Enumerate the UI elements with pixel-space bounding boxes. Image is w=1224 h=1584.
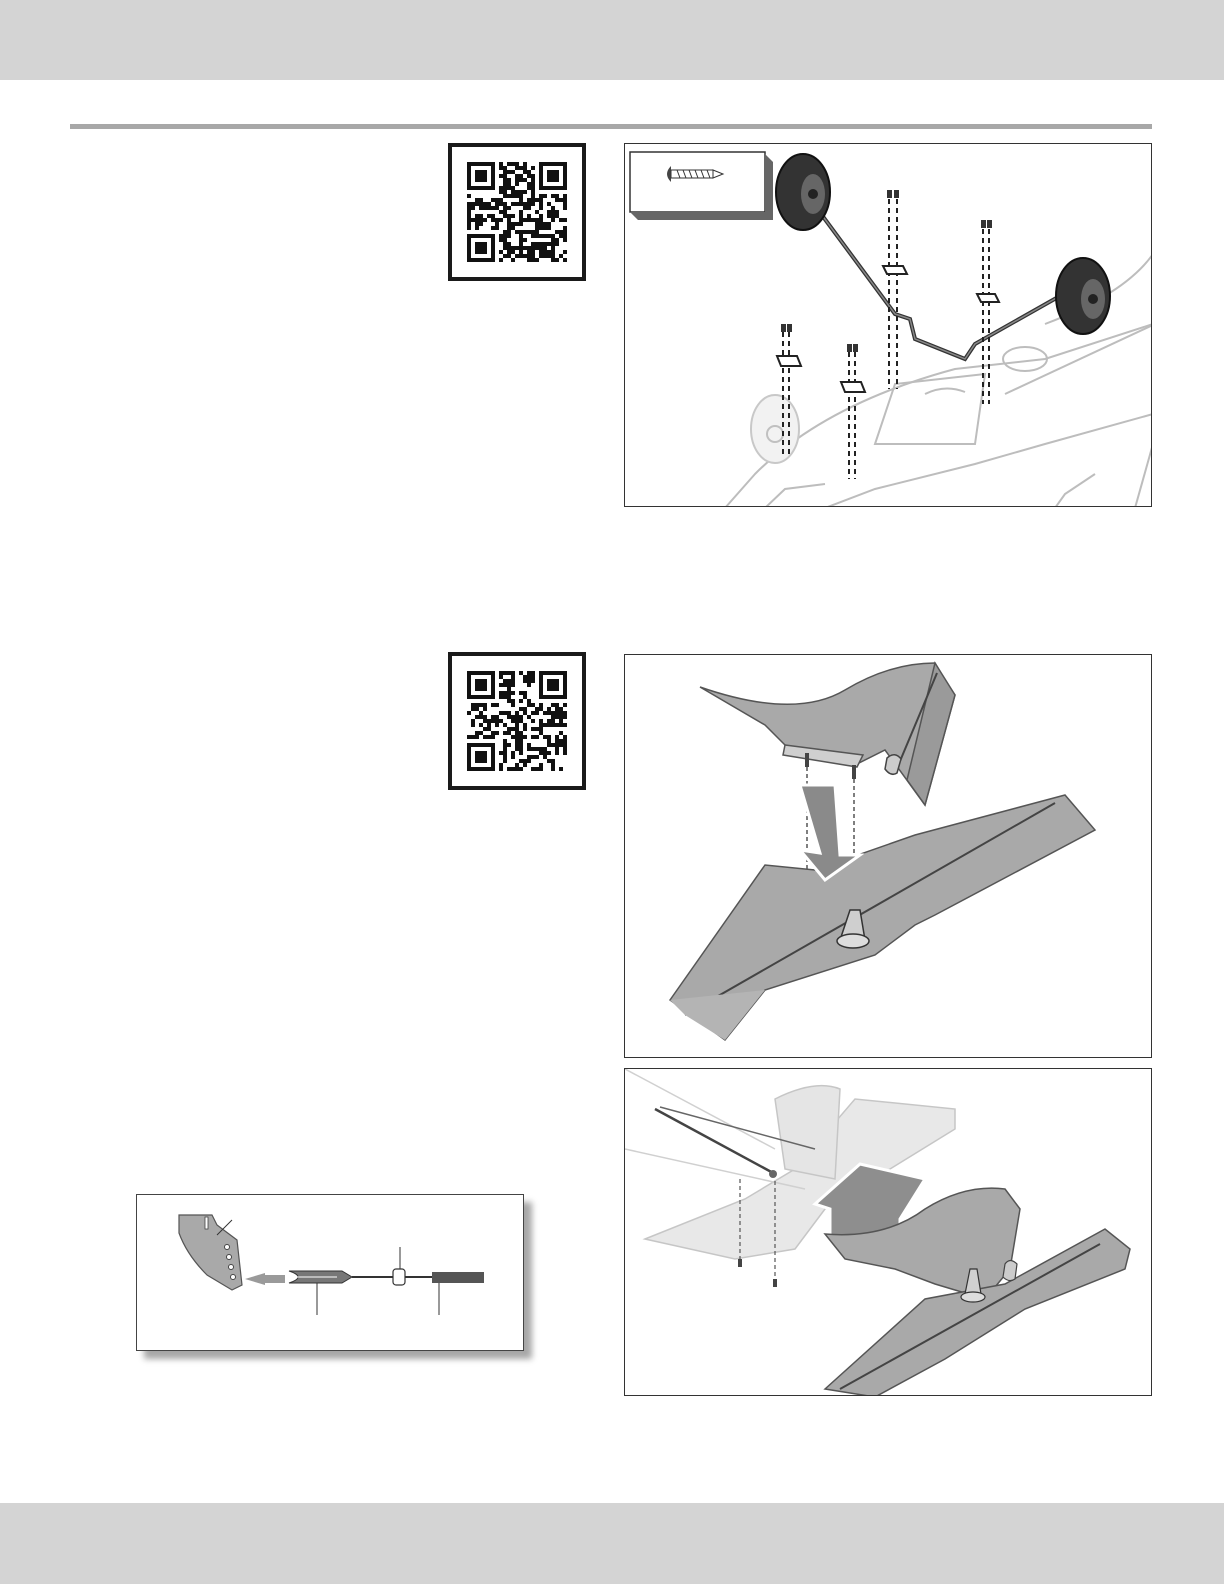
qr-code-landing-gear[interactable] xyxy=(448,143,586,281)
control-horn-linkage-figure xyxy=(136,1194,524,1351)
tail-attach-figure xyxy=(624,1068,1152,1396)
footer-band xyxy=(0,1503,1224,1584)
landing-gear-figure xyxy=(624,143,1152,507)
qr-code-tail[interactable] xyxy=(448,652,586,790)
horizontal-stabilizer-figure xyxy=(624,654,1152,1058)
header-band xyxy=(0,0,1224,80)
qr-code-icon xyxy=(467,162,567,262)
qr-code-icon xyxy=(467,671,567,771)
section-rule xyxy=(70,124,1152,129)
